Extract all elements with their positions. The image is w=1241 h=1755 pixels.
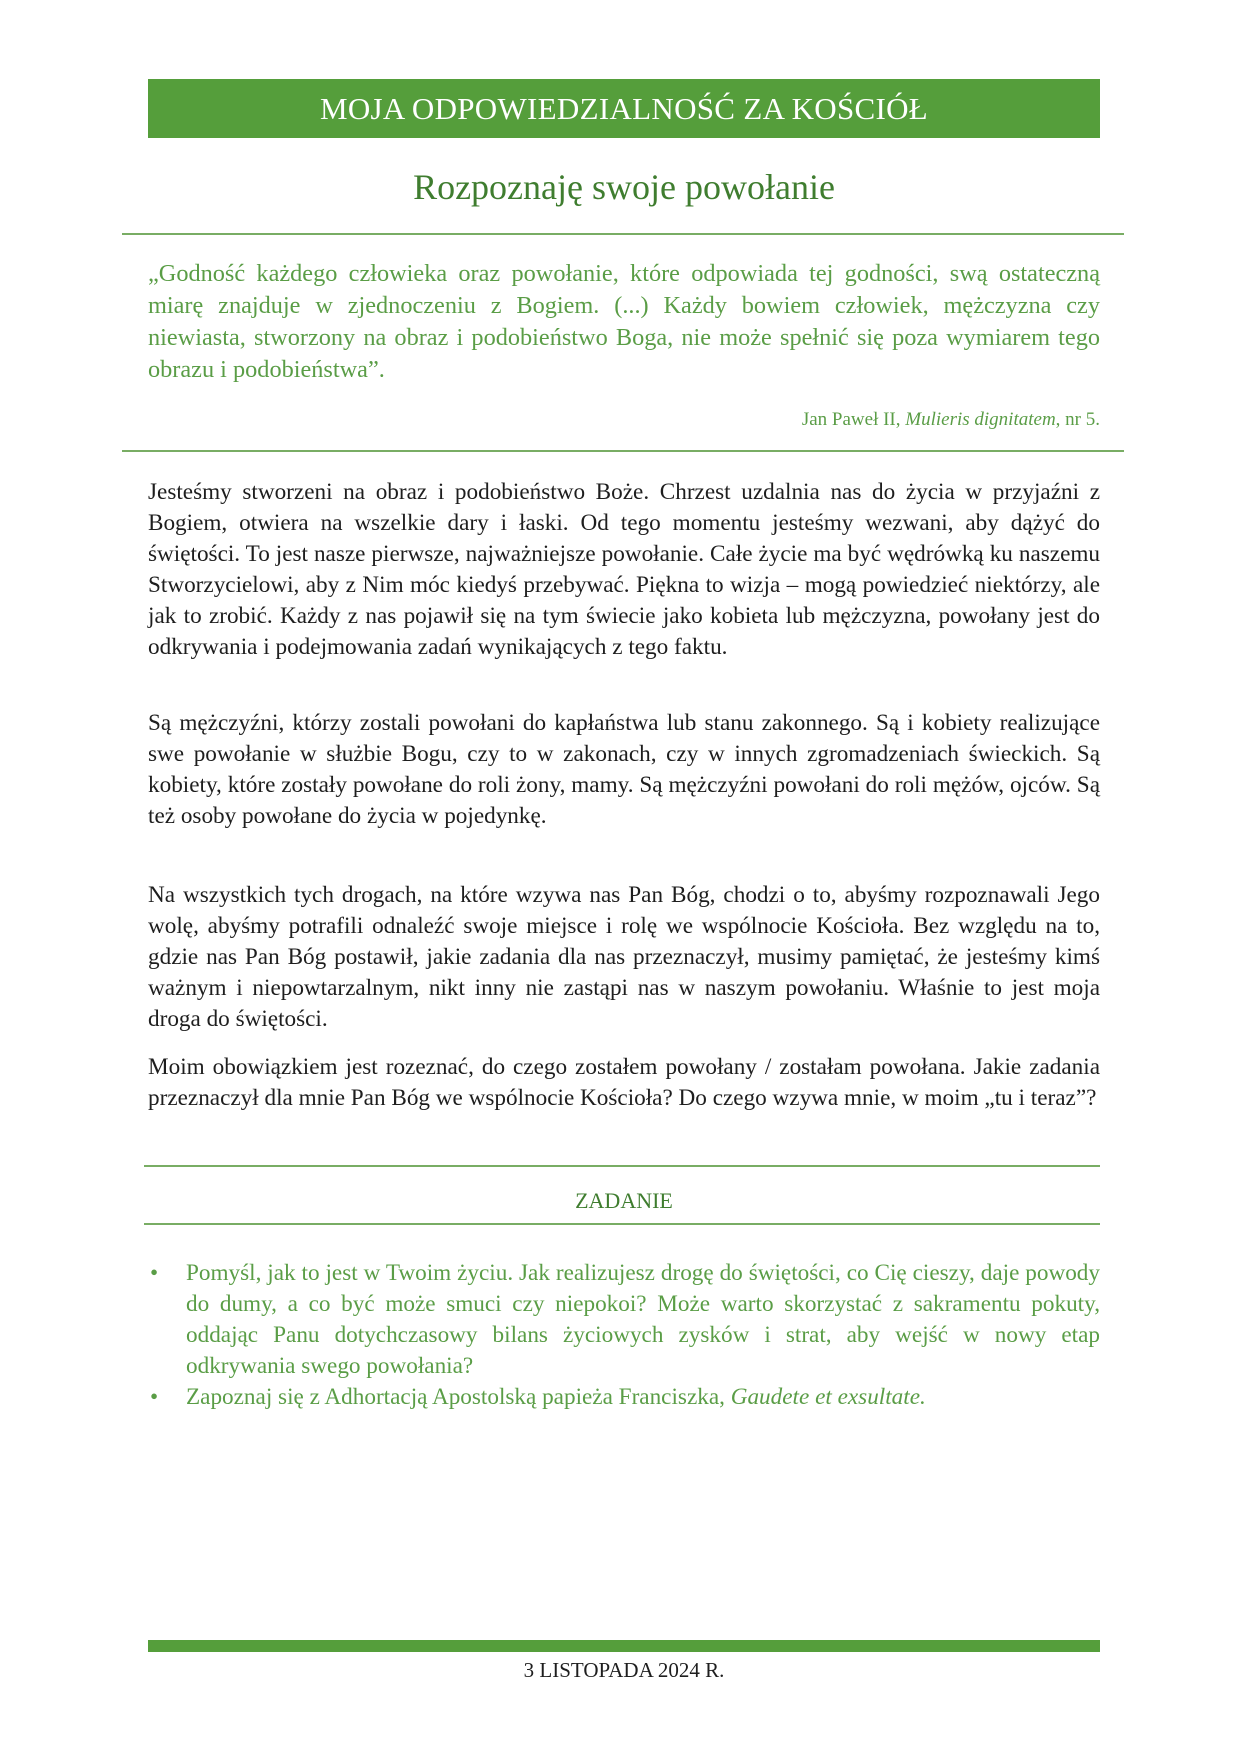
divider-top <box>122 233 1124 235</box>
task-text: Pomyśl, jak to jest w Twoim życiu. Jak realizujesz drogę do świętości, co Cię cieszy, daje powody do dumy, a co być może smuci czy niepokoi? Może warto skorzystać z sakramentu pokuty, oddając Panu dotychczasowy bilans życiowych zysków i strat, aby wejść w nowy etap odkrywania swego powołania? <box>186 1260 1100 1379</box>
task-list <box>148 1258 1100 1413</box>
bullet-icon: • <box>150 1384 159 1410</box>
task-heading: ZADANIE <box>575 1188 673 1213</box>
epigraph-quote: „Godność każdego człowieka oraz powołanie, które odpowiada tej godności, swą ostateczną miarę znajduje w zjednoczeniu z Bogiem. (...) Każdy bowiem człowiek, mężczyzna czy niewiasta, stworzony na obraz i podobieństwo Boga, nie może spełnić się poza wymiarem tego obrazu i podobieństwa”. <box>148 260 1100 383</box>
body-paragraph: Na wszystkich tych drogach, na które wzywa nas Pan Bóg, chodzi o to, abyśmy rozpoznawali Jego wolę, abyśmy potrafili odnaleźć swoje miejsce i rolę we wspólnocie Kościoła. Bez względu na to, gdzie nas Pan Bóg postawił, jakie zadania dla nas przeznaczył, musimy pamiętać, że jesteśmy kimś ważnym i niepowtarzalnym, nikt inny nie zastąpi nas w naszym powołaniu. Właśnie to jest moja droga do świętości. <box>148 882 1100 1032</box>
divider-task-top <box>144 1165 1100 1167</box>
divider-quote <box>122 450 1124 452</box>
bullet-icon: • <box>150 1260 159 1286</box>
divider-task-bottom <box>144 1223 1100 1225</box>
task-item <box>148 1382 1100 1413</box>
body-paragraph: Jesteśmy stworzeni na obraz i podobieństwo Boże. Chrzest uzdalnia nas do życia w przyjaźni z Bogiem, otwiera na wszelkie dary i łaski. Od tego momentu jesteśmy wezwani, aby dążyć do świętości. To jest nasze pierwsze, najważniejsze powołanie. Całe życie ma być wędrówką ku naszemu Stworzycielowi, aby z Nim móc kiedyś przebywać. Piękna to wizja – mogą powiedzieć niektórzy, ale jak to zrobić. Każdy z nas pojawił się na tym świecie jako kobieta lub mężczyzna, powołany jest do odkrywania i podejmowania zadań wynikających z tego faktu. <box>148 479 1100 660</box>
footer-bar <box>148 1640 1100 1652</box>
task-item <box>148 1258 1100 1382</box>
section-banner: MOJA ODPOWIEDZIALNOŚĆ ZA KOŚCIÓŁ <box>148 79 1100 138</box>
task-text-italic: Gaudete et exsultate. <box>730 1384 926 1410</box>
quote-author: Jan Paweł II, <box>801 409 906 430</box>
quote-source <box>148 407 1100 433</box>
footer-date: 3 LISTOPADA 2024 R. <box>523 1658 725 1682</box>
quote-ref: , nr 5. <box>1055 409 1100 430</box>
body-paragraph: Moim obowiązkiem jest rozeznać, do czego zostałem powołany / zostałam powołana. Jakie zadania przeznaczył dla mnie Pan Bóg we wspólnocie Kościoła? Do czego wzywa mnie, w moim „tu i teraz”? <box>148 1054 1100 1111</box>
page-title: Rozpoznaję swoje powołanie <box>413 167 835 207</box>
body-paragraph: Są mężczyźni, którzy zostali powołani do kapłaństwa lub stanu zakonnego. Są i kobiety realizujące swe powołanie w służbie Bogu, czy to w zakonach, czy w innych zgromadzeniach świeckich. Są kobiety, które zostały powołane do roli żony, mamy. Są mężczyźni powołani do roli mężów, ojców. Są też osoby powołane do życia w pojedynkę. <box>148 710 1100 829</box>
quote-work: Mulieris dignitatem <box>905 409 1056 430</box>
task-text: Zapoznaj się z Adhortacją Apostolską papieża Franciszka, <box>186 1384 731 1410</box>
